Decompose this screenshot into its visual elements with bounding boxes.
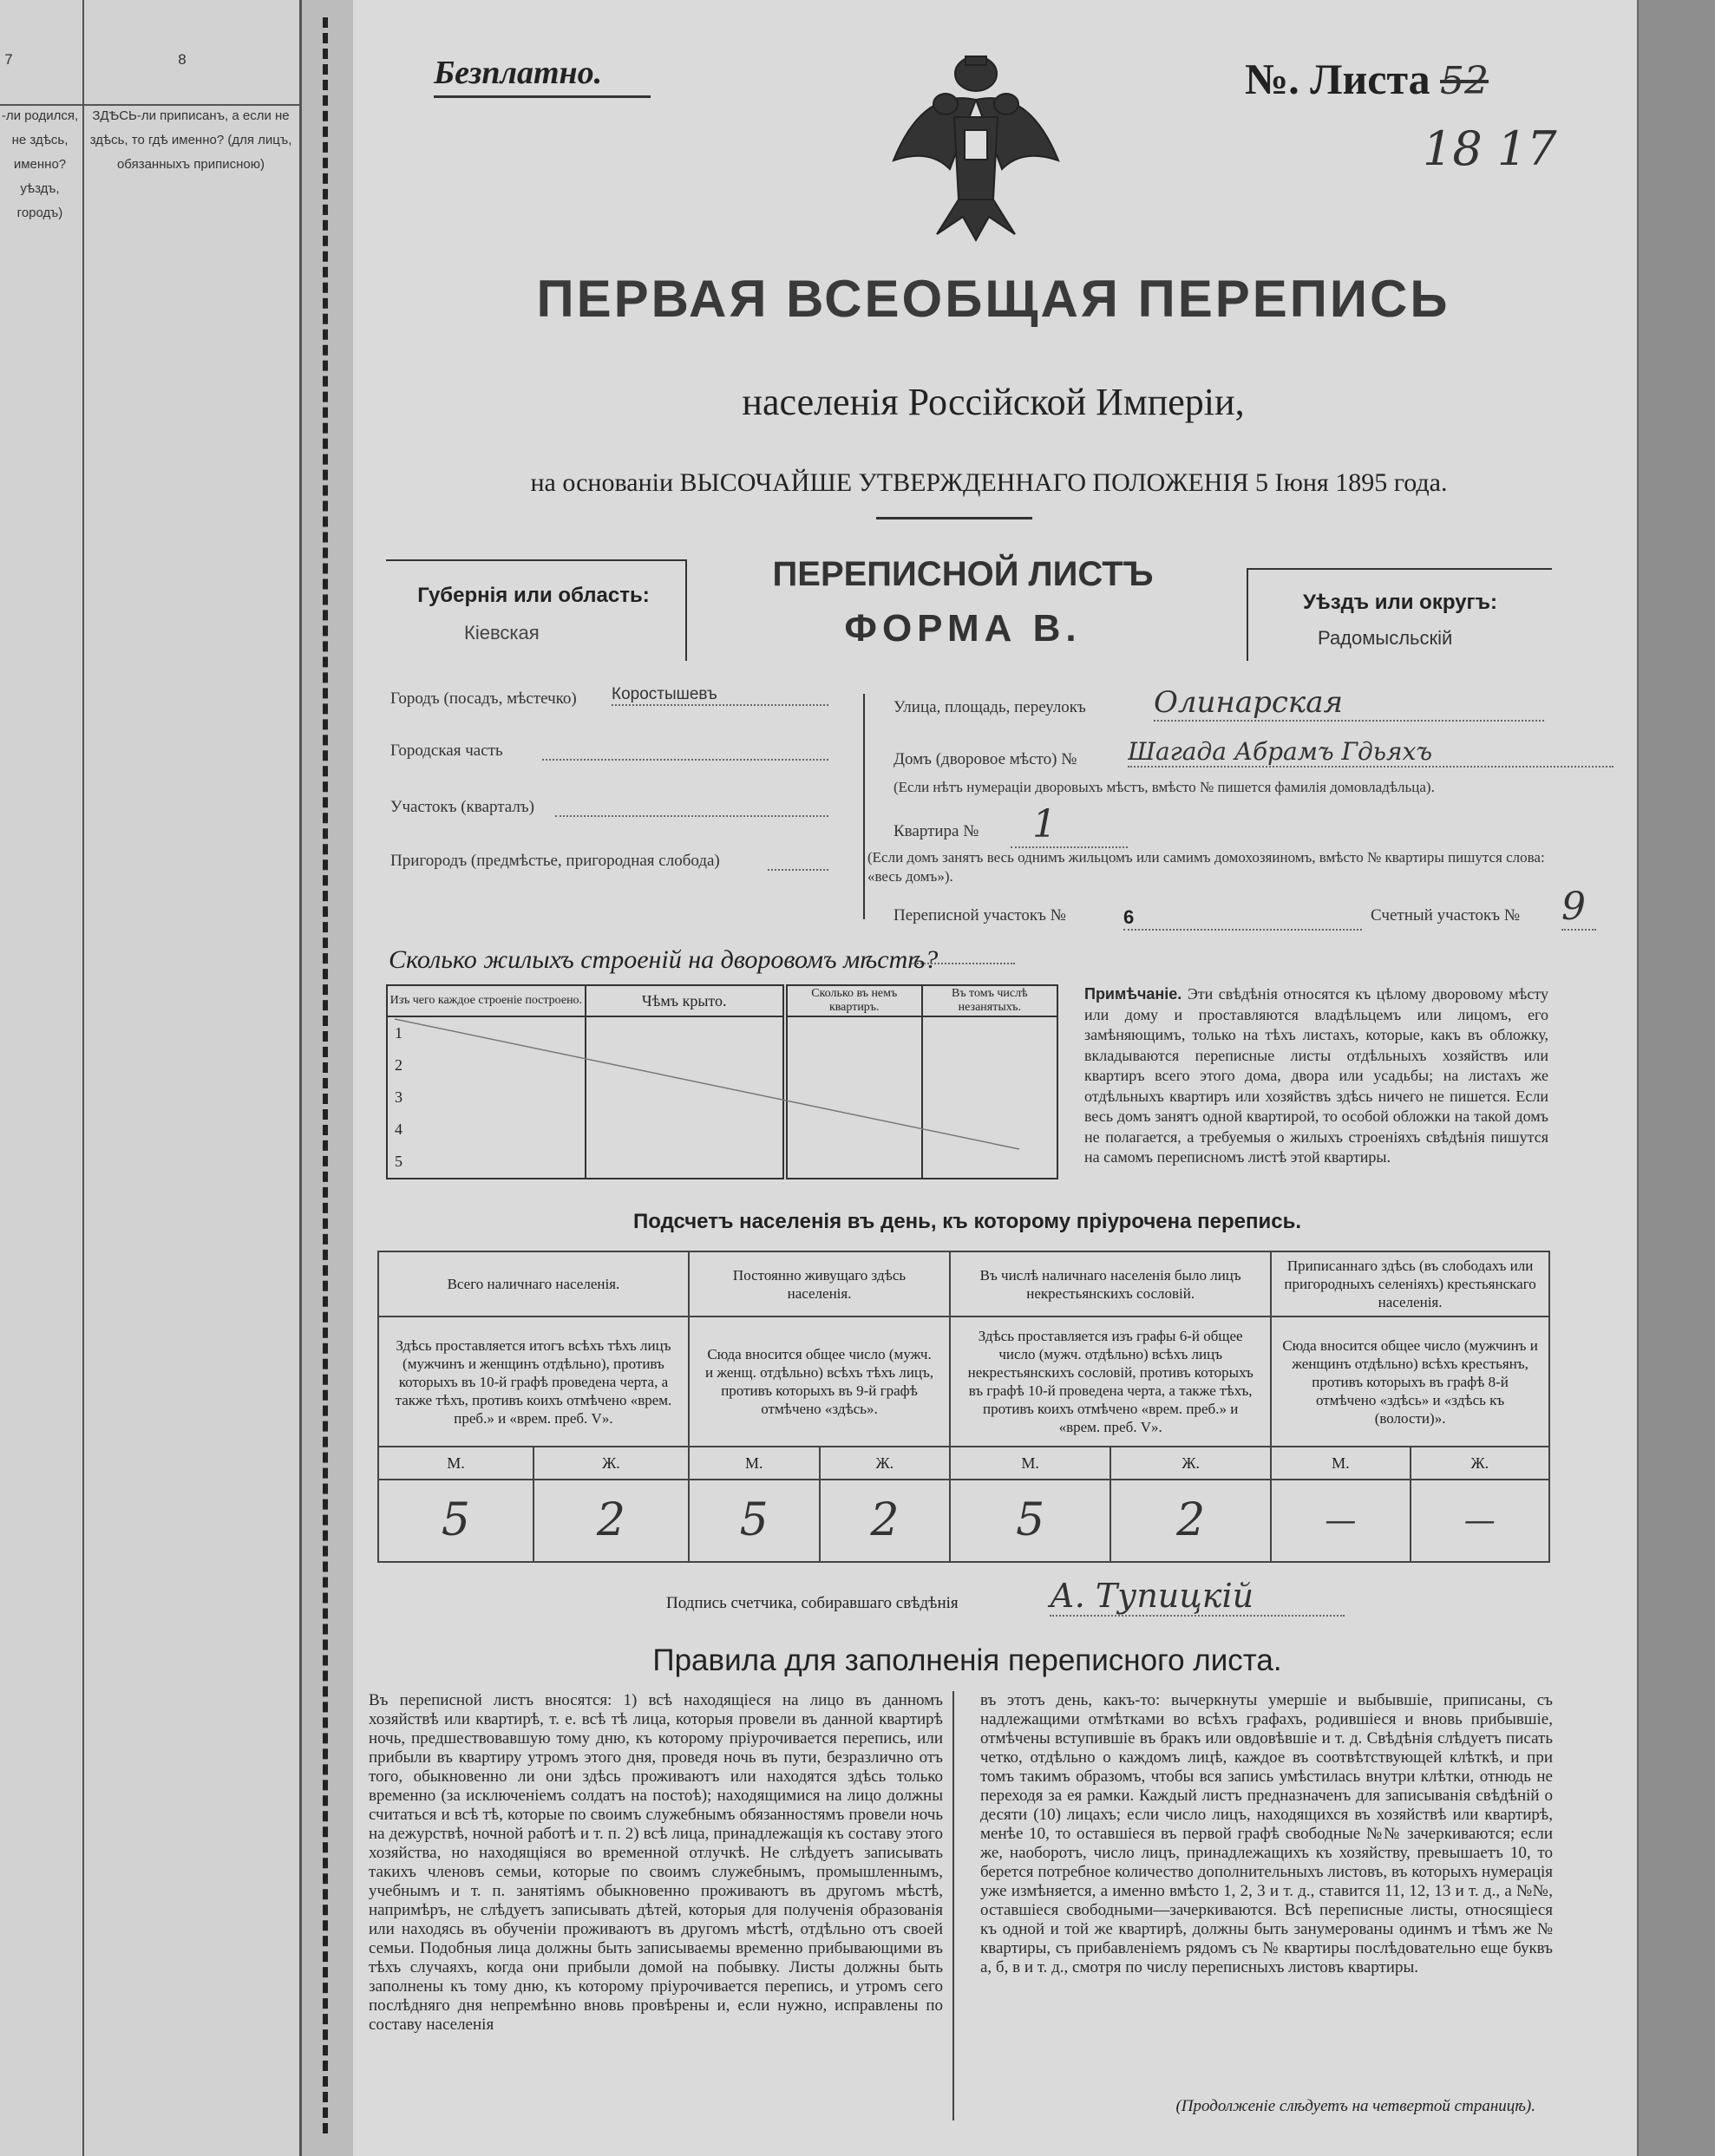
uezd-box xyxy=(1247,568,1552,661)
buildings-question: Сколько жилыхъ строеній на дворовомъ мѣстѣ? xyxy=(389,945,939,974)
buildings-row-1: 1 xyxy=(387,1016,586,1049)
buildings-note-title: Примѣчаніе. xyxy=(1084,985,1182,1003)
buildings-col-roof: Чѣмъ крыто. xyxy=(586,985,785,1016)
apt-label: Квартира № xyxy=(894,822,979,840)
buildings-col-material: Изъ чего каждое строеніе построено. xyxy=(387,985,586,1016)
sheet-number-value: 52 xyxy=(1440,59,1489,103)
population-table xyxy=(377,1251,1550,1563)
buildings-strike-line xyxy=(386,1015,1058,1153)
suburb-line xyxy=(768,869,828,871)
census-area-value: 6 xyxy=(1123,906,1362,931)
apt-note: (Если домъ занятъ весь однимъ жильцомъ или самимъ домохозяиномъ, вмѣсто № квартиры пишутся слова: «весь домъ»). xyxy=(867,849,1545,885)
population-m-header: М. xyxy=(1271,1447,1410,1480)
rules-divider xyxy=(952,1691,954,2120)
rules-continued: (Продолженіе слѣдуетъ на четвертой страницѣ). xyxy=(1175,2097,1535,2115)
street-label: Улица, площадь, переулокъ xyxy=(894,698,1086,716)
census-subtitle: населенія Россійской Имперіи, xyxy=(742,381,1245,423)
population-zh-header: Ж. xyxy=(1110,1447,1271,1480)
count-area-label: Счетный участокъ № xyxy=(1371,906,1520,924)
rules-title: Правила для заполненія переписного листа. xyxy=(652,1643,1282,1677)
city-label: Городъ (посадъ, мѣстечко) xyxy=(390,689,577,708)
buildings-answer-line xyxy=(911,963,1015,964)
apt-value: 1 xyxy=(1011,802,1128,848)
population-desc-nonpeasant: Здѣсь проставляется изъ графы 6-й общее число (мужч. отдѣльно) всѣхъ лицъ некрестьянскихъ сословій, противъ которыхъ въ графѣ 10-й проведена черта, а также тѣхъ, противъ коихъ отмѣчено «врем. преб.» и «врем. преб. V». xyxy=(950,1316,1271,1447)
free-label: Безплатно. xyxy=(434,55,603,91)
population-total-m: 5 xyxy=(378,1480,533,1562)
city-part-line xyxy=(542,759,828,761)
population-permanent-zh: 2 xyxy=(820,1480,951,1562)
buildings-col-vacant: Въ томъ числѣ незанятыхъ. xyxy=(922,985,1057,1016)
binding-strip xyxy=(299,0,357,2156)
population-permanent-m: 5 xyxy=(689,1480,820,1562)
uezd-label: Уѣздъ или округъ: xyxy=(1302,591,1498,614)
gubernia-box xyxy=(386,559,687,661)
population-zh-header: Ж. xyxy=(1411,1447,1549,1480)
uezd-value: Радомысльскій xyxy=(1318,627,1453,649)
left-col7-number: 7 xyxy=(4,51,13,68)
population-peasant-zh: — xyxy=(1411,1480,1549,1562)
imperial-eagle-icon xyxy=(876,48,1076,247)
census-title: ПЕРВАЯ ВСЕОБЩАЯ ПЕРЕПИСЬ xyxy=(536,270,1450,328)
sheet-title: ПЕРЕПИСНОЙ ЛИСТЪ xyxy=(772,555,1154,593)
house-label: Домъ (дворовое мѣсто) № xyxy=(894,750,1077,768)
population-head-peasant: Приписаннаго здѣсь (въ слободахъ или пригородныхъ селеніяхъ) крестьянскаго населенія. xyxy=(1271,1251,1549,1316)
sheet-number-label: №. Листа xyxy=(1245,55,1430,103)
binding-stitches xyxy=(323,17,328,2133)
left-page xyxy=(0,0,299,2156)
buildings-row-4: 4 xyxy=(387,1114,586,1146)
gubernia-value: Кіевская xyxy=(464,622,540,644)
left-header-row xyxy=(0,0,299,106)
population-m-header: М. xyxy=(689,1447,820,1480)
city-value: Коростышевъ xyxy=(612,685,828,706)
count-area-value: 9 xyxy=(1561,885,1596,931)
handwritten-sheet-numbers: 18 17 xyxy=(1423,121,1557,176)
city-part-label: Городская часть xyxy=(390,742,503,760)
buildings-note xyxy=(1084,984,1548,1168)
population-zh-header: Ж. xyxy=(533,1447,689,1480)
address-divider xyxy=(863,694,865,919)
population-total-zh: 2 xyxy=(533,1480,689,1562)
buildings-col-apts: Сколько въ немъ квартиръ. xyxy=(785,985,922,1016)
population-peasant-m: — xyxy=(1271,1480,1410,1562)
population-desc-peasant: Сюда вносится общее число (мужчинъ и женщинъ отдѣльно) всѣхъ крестьянъ, противъ которыхъ въ графѣ 8-й отмѣчено «здѣсь» и «здѣсь къ (волости)». xyxy=(1271,1316,1549,1447)
buildings-row-3: 3 xyxy=(387,1081,586,1114)
left-col7-header: -ли родился, не здѣсь, именно? уѣздъ, городъ) xyxy=(1,108,79,220)
signature-label: Подпись счетчика, собиравшаго свѣдѣнія xyxy=(666,1594,959,1612)
population-desc-total: Здѣсь проставляется итогъ всѣхъ тѣхъ лицъ (мужчинъ и женщинъ отдѣльно), противъ которыхъ въ 10-й графѣ проведена черта, а также тѣхъ, противъ коихъ отмѣчено «врем. преб.» и «врем. преб. V». xyxy=(378,1316,689,1447)
population-nonpeasant-zh: 2 xyxy=(1110,1480,1271,1562)
population-m-header: М. xyxy=(378,1447,533,1480)
left-col-divider xyxy=(82,0,84,2156)
population-head-permanent: Постоянно живущаго здѣсь населенія. xyxy=(689,1251,950,1316)
title-rule xyxy=(876,517,1032,519)
census-basis: на основаніи ВЫСОЧАЙШЕ УТВЕРЖДЕННАГО ПОЛОЖЕНІЯ 5 Іюня 1895 года. xyxy=(530,468,1448,497)
census-area-label: Переписной участокъ № xyxy=(894,906,1066,924)
signature-value: А. Тупицкій xyxy=(1050,1577,1345,1617)
population-title: Подсчетъ населенія въ день, къ которому пріурочена перепись. xyxy=(633,1210,1301,1233)
street-value: Олинарская xyxy=(1154,685,1544,722)
buildings-row-5: 5 xyxy=(387,1146,586,1179)
population-m-header: М. xyxy=(950,1447,1110,1480)
left-col8-number: 8 xyxy=(178,51,187,68)
buildings-note-text: Эти свѣдѣнія относятся къ цѣлому дворовому мѣсту или дому и проставляются владѣльцемъ или лицомъ, его замѣняющимъ, только на тѣхъ листахъ, которые, какъ въ обложку, вкладываются переписные листы отдѣльныхъ хозяйствъ или квартиръ всего этого дома, двора или усадьбы; на листахъ же отдѣльныхъ квартиръ или хозяйствъ здѣсь ничего не пишется. Если весь домъ занятъ одной квартирой, то особой обложки на такой домъ не полагается, а требуемыя о жилыхъ строеніяхъ свѣдѣнія пишутся на самомъ переписномъ листѣ этой квартиры. xyxy=(1084,985,1549,1166)
house-value: Шагада Абрамъ Гдьяхъ xyxy=(1128,737,1614,768)
suburb-label: Пригородъ (предмѣстье, пригородная слобода) xyxy=(390,852,720,870)
population-head-nonpeasant: Въ числѣ наличнаго населенія было лицъ некрестьянскихъ сословій. xyxy=(950,1251,1271,1316)
free-underline xyxy=(434,95,651,98)
district-line xyxy=(555,815,828,817)
gubernia-label: Губернія или область: xyxy=(417,584,650,607)
stacked-page-edges xyxy=(1637,0,1715,2156)
buildings-row-2: 2 xyxy=(387,1049,586,1081)
population-head-total: Всего наличнаго населенія. xyxy=(378,1251,689,1316)
left-col8-header: ЗДѢСЬ-ли приписанъ, а если не здѣсь, то гдѣ именно? (для лицъ, обязанныхъ приписною) xyxy=(89,108,292,172)
rules-right-column: въ этотъ день, какъ-то: вычеркнуты умершіе и выбывшіе, приписаны, съ надлежащими отмѣтками во всѣхъ графахъ, родившіеся и вновь прибывшіе, отмѣчены вступившіе въ бракъ или овдовѣвшіе и т. д. Свѣдѣнія слѣдуетъ писать четко, отдѣльно о каждомъ лицѣ, каждое въ соотвѣтствующей клѣткѣ, и при томъ такимъ образомъ, чтобы вся запись умѣстилась внутри клѣтки, отнюдь не переходя за ея рамки. Каждый листъ предназначенъ для записыванія свѣдѣній о десяти (10) лицахъ; если число лицъ, находящихся въ хозяйствѣ или квартирѣ, менѣе 10, то оставшіеся въ первой графѣ свободные №№ зачеркиваются; если же, наоборотъ, число лицъ, принадлежащихъ къ хозяйству, превышаетъ 10, то берется потребное количество дополнительныхъ листовъ, въ которыхъ нумерація уже измѣняется, а именно вмѣсто 1, 2, 3 и т. д., ставится 11, 12, 13 и т. д., а №№, оставшіеся свободными—зачеркиваются. Всѣ переписные листы, относящіеся къ одной и той же квартирѣ, должны быть занумерованы одинмъ и тѣмъ же № квартиры, съ прибавленіемъ рядомъ съ № квартиры послѣдовательно еще буквъ а, б, в и т. д., смотря по числу переписныхъ листовъ квартиры. xyxy=(980,1691,1553,1976)
form-name: ФОРМА В. xyxy=(844,607,1082,650)
rules-left-column: Въ переписной листъ вносятся: 1) всѣ находящіеся на лицо въ данномъ хозяйствѣ или квартирѣ, т. е. всѣ тѣ лица, которыя провели въ данной квартирѣ ночь, предшествовавшую тому дню, къ которому пріурочивается перепись, или прибыли въ квартиру утромъ этого дня, проведя ночь въ пути, безразлично отъ того, обыкновенно ли они здѣсь проживаютъ или находятся здѣсь только временно (за исключеніемъ солдатъ на постоѣ); находящимися на лицо должны считаться и всѣ тѣ, которые по своимъ служебнымъ обязанностямъ провели ночь на дежурствѣ, ночной работѣ и т. п. 2) всѣ лица, принадлежащія къ составу этого хозяйства, но находящіяся во временной отлучкѣ. Не слѣдуетъ записывать такихъ членовъ семьи, которые по своимъ служебнымъ, промышленнымъ, учебнымъ и т. п. занятіямъ обыкновенно проживаютъ въ другомъ мѣстѣ, напримѣръ, не слѣдуетъ записывать дѣтей, которыя для полученія образованія или находясь въ обученіи проживаютъ въ другомъ мѣстѣ, отдѣльно отъ своей семьи. Подобныя лица должны быть записываемы временно прибывающими въ тѣхъ случаяхъ, когда они прибыли домой на побывку. Листы должны быть заполнены къ тому дню, къ которому пріурочивается перепись, и утромъ сего послѣдняго дня непремѣнно вновь провѣрены и, если нужно, исправлены по составу населенія xyxy=(369,1691,943,2034)
district-label: Участокъ (кварталъ) xyxy=(390,798,534,816)
population-zh-header: Ж. xyxy=(820,1447,951,1480)
population-desc-permanent: Сюда вносится общее число (мужч. и женщ. отдѣльно) всѣхъ тѣхъ лицъ, противъ которыхъ въ 9-й графѣ отмѣчено «здѣсь». xyxy=(689,1316,950,1447)
population-nonpeasant-m: 5 xyxy=(950,1480,1110,1562)
house-note: (Если нѣтъ нумераціи дворовыхъ мѣстъ, вмѣсто № пишется фамилія домовладѣльца). xyxy=(894,779,1435,795)
